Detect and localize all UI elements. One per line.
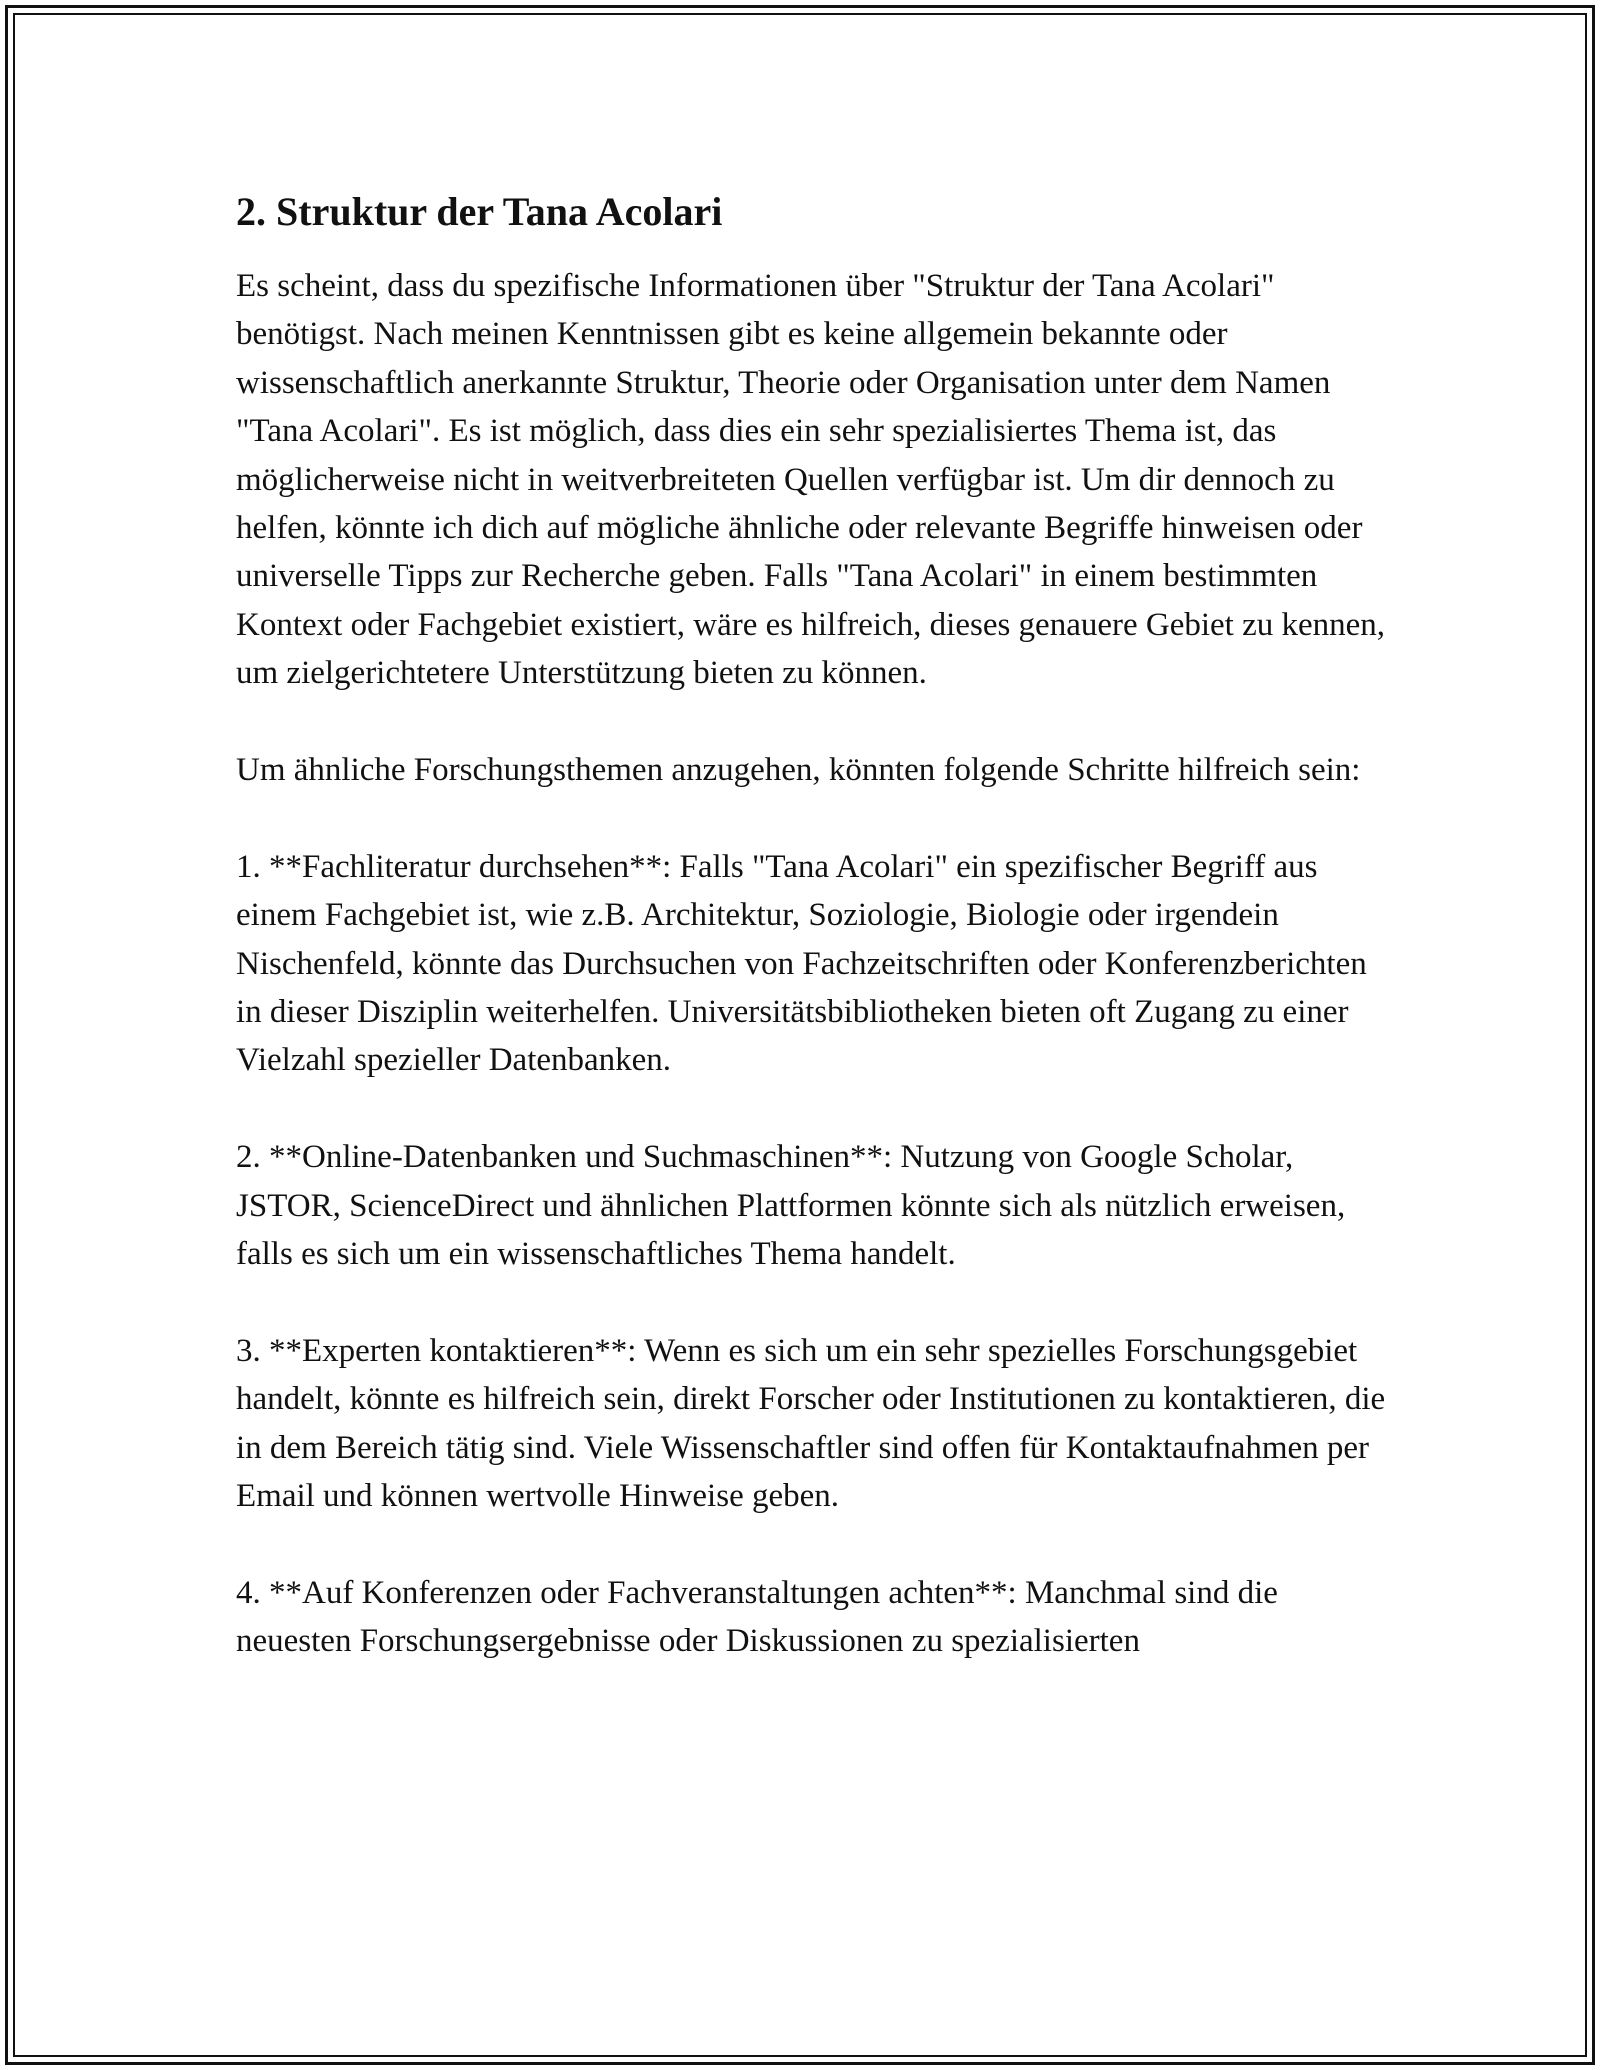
steps-intro-paragraph: Um ähnliche Forschungsthemen anzugehen, könnten folgende Schritte hilfreich sein:: [236, 752, 1361, 789]
intro-paragraph: Es scheint, dass du spezifische Informationen über "Struktur der Tana Acolari" benötigst. Nach meinen Kenntnissen gibt es keine allgemein bekannte oder wissenschaftlich anerkannte Struktur, Theorie oder Organisation unter dem Namen "Tana Acolari". Es ist möglich, dass dies ein sehr spezialisiertes Thema ist, das möglicherweise nicht in weitverbreiteten Quellen verfügbar ist. Um dir dennoch zu helfen, könnte ich dich auf mögliche ähnliche oder relevante Begriffe hinweisen oder universelle Tipps zur Recherche geben. Falls "Tana Acolari" in einem bestimmten Kontext oder Fachgebiet existiert, wäre es hilfreich, dieses genauere Gebiet zu kennen, um zielgerichtetere Unterstützung bieten zu können.: [236, 268, 1386, 692]
step-4-paragraph: 4. **Auf Konferenzen oder Fachveranstaltungen achten**: Manchmal sind die neuesten Forschungsergebnisse oder Diskussionen zu spezialisierten: [236, 1574, 1278, 1660]
page-title: 2. Struktur der Tana Acolari: [236, 189, 723, 234]
step-3-paragraph: 3. **Experten kontaktieren**: Wenn es sich um ein sehr spezielles Forschungsgebiet handelt, könnte es hilfreich sein, direkt Forscher oder Institutionen zu kontaktieren, die in dem Bereich tätig sind. Viele Wissenschaftler sind offen für Kontaktaufnahmen per Email und können wertvolle Hinweise geben.: [236, 1332, 1386, 1515]
step-1-paragraph: 1. **Fachliteratur durchsehen**: Falls "Tana Acolari" ein spezifischer Begriff aus einem Fachgebiet ist, wie z.B. Architektur, Soziologie, Biologie oder irgendein Nischenfeld, könnte das Durchsuchen von Fachzeitschriften oder Konferenzberichten in dieser Disziplin weiterhelfen. Universitätsbibliotheken bieten oft Zugang zu einer Vielzahl spezieller Datenbanken.: [236, 848, 1367, 1079]
step-2-paragraph: 2. **Online-Datenbanken und Suchmaschinen**: Nutzung von Google Scholar, JSTOR, ScienceDirect und ähnlichen Plattformen könnte sich als nützlich erweisen, falls es sich um ein wissenschaftliches Thema handelt.: [236, 1139, 1346, 1273]
document-body: [236, 186, 1386, 1666]
